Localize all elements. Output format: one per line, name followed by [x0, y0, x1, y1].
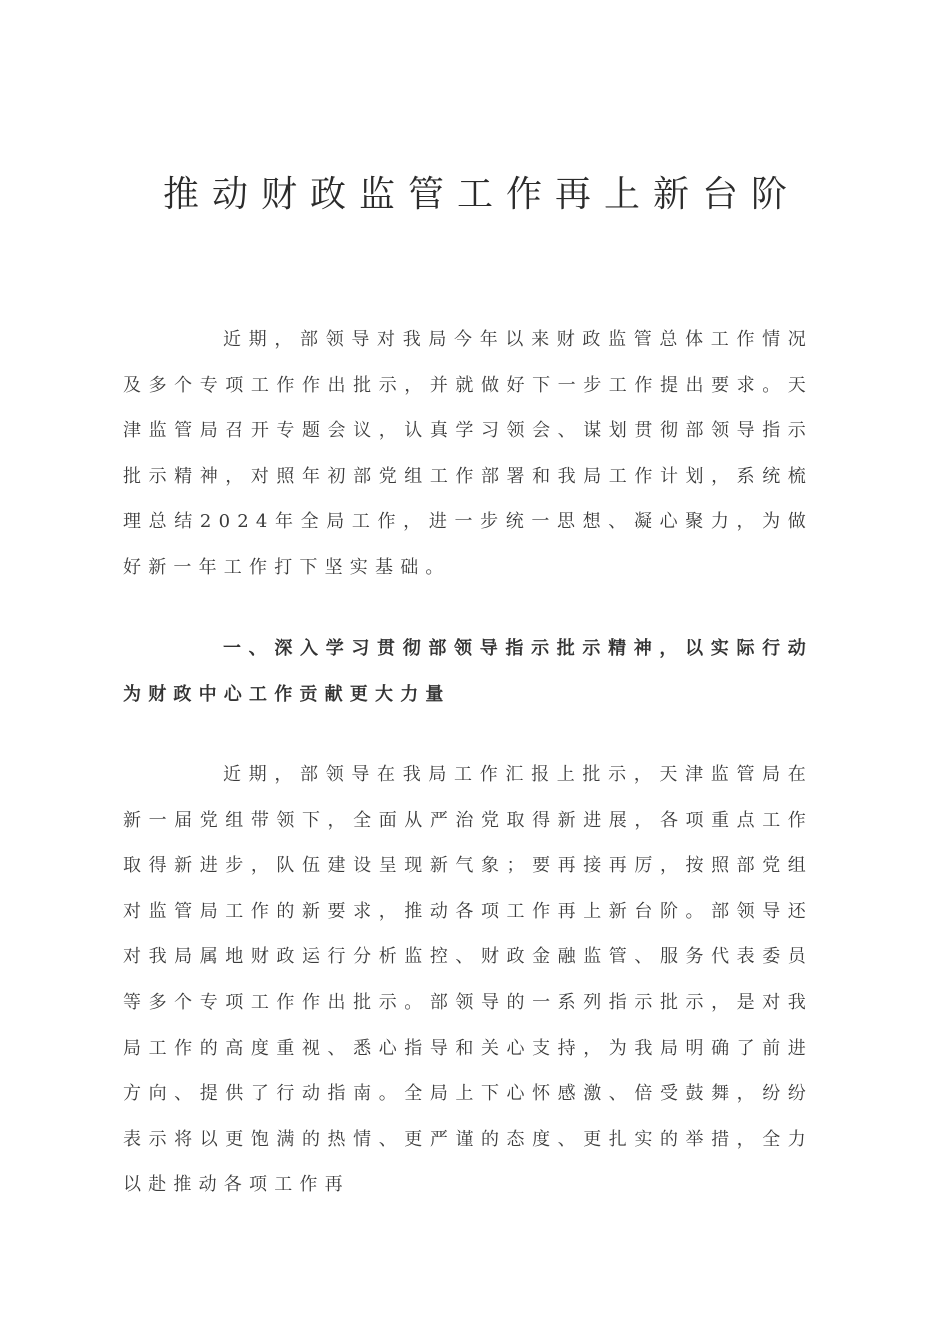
- document-title: 推动财政监管工作再上新台阶: [162, 174, 800, 215]
- intro-paragraph: 近期，部领导对我局今年以来财政监管总体工作情况及多个专项工作作出批示，并就做好下一步工作提出要求。天津监管局召开专题会议，认真学习领会、谋划贯彻部领导指示批示精神，对照年初部党组工作部署和我局工作计划，系统梳理总结2024年全局工作，进一步统一思想、凝心聚力，为做好新一年工作打下坚实基础。: [123, 329, 813, 578]
- section-heading-1: 一、深入学习贯彻部领导指示批示精神，以实际行动为财政中心工作贡献更大力量: [123, 638, 813, 705]
- section-1-paragraph: 近期，部领导在我局工作汇报上批示，天津监管局在新一届党组带领下，全面从严治党取得新进展，各项重点工作取得新进步，队伍建设呈现新气象；要再接再厉，按照部党组对监管局工作的新要求，推动各项工作再上新台阶。部领导还对我局属地财政运行分析监控、财政金融监管、服务代表委员等多个专项工作作出批示。部领导的一系列指示批示，是对我局工作的高度重视、悉心指导和关心支持，为我局明确了前进方向、提供了行动指南。全局上下心怀感激、倍受鼓舞，纷纷表示将以更饱满的热情、更严谨的态度、更扎实的举措，全力以赴推动各项工作再: [123, 764, 813, 1196]
